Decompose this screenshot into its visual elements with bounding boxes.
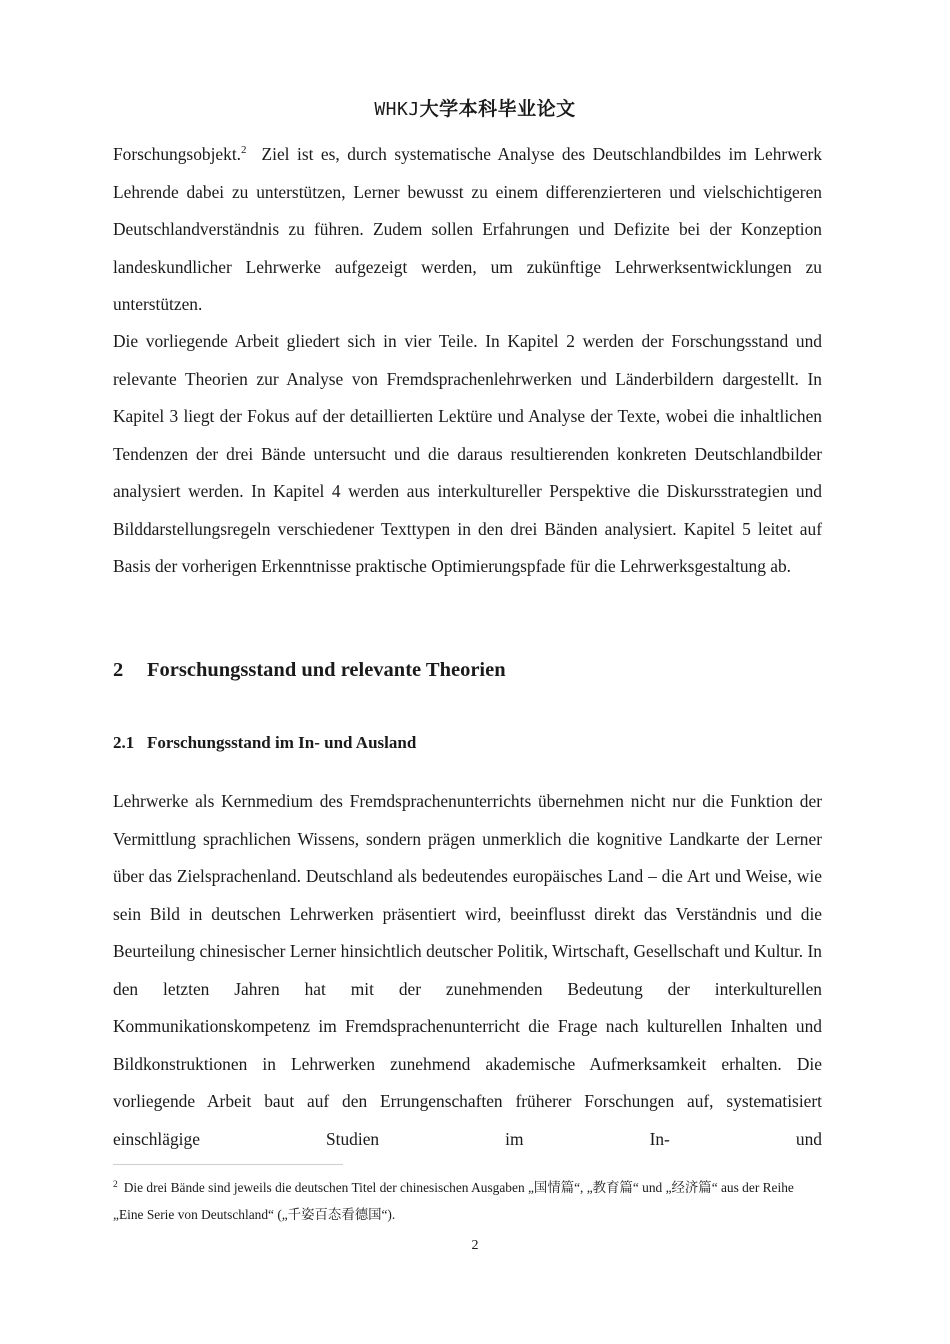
footnote <box>113 1174 822 1228</box>
section-number: 2.1 <box>113 733 135 752</box>
running-header <box>0 94 950 121</box>
chapter-number: 2 <box>113 659 124 681</box>
footnote-number: 2 <box>113 1179 118 1190</box>
section-title: Forschungsstand im In- und Ausland <box>147 733 417 752</box>
chapter-heading <box>113 659 822 682</box>
chapter-title: Forschungsstand und relevante Theorien <box>147 659 506 681</box>
header-institution-cjk: 大学本科毕业论文 <box>419 98 576 120</box>
header-institution-latin: WHKJ <box>374 99 420 120</box>
paragraph-1-lead: Forschungsobjekt. <box>113 144 242 164</box>
paragraph-1-block <box>113 136 822 324</box>
paragraph-2: Die vorliegende Arbeit gliedert sich in vier Teile. In Kapitel 2 werden der Forschungsstand und relevante Theorien zur Analyse von Fremdsprachenlehrwerken und Länderbildern dargestellt. In Kapitel 3 liegt der Fokus auf der detaillierten Lektüre und Analyse der Texte, wobei die inhaltlichen Tendenzen der drei Bände untersucht und die daraus resultierenden konkreten Deutschlandbilder analysiert werden. In Kapitel 4 werden aus interkultureller Perspektive die Diskursstrategien und Bilddarstellungsregeln verschiedener Texttypen in den drei Bänden analysiert. Kapitel 5 leitet auf Basis der vorherigen Erkenntnisse praktische Optimierungspfade für die Lehrwerksgestaltung ab. <box>113 331 822 576</box>
paragraph-1 <box>113 136 822 324</box>
page-number: 2 <box>471 1238 479 1253</box>
paragraph-3-block <box>113 783 822 1196</box>
footnote-reference[interactable]: 2 <box>241 144 247 157</box>
paragraph-3: Lehrwerke als Kernmedium des Fremdsprachenunterrichts übernehmen nicht nur die Funktion der Vermittlung sprachlichen Wissens, sondern prägen unmerklich die kognitive Landkarte der Lerner über das Zielsprachenland. Deutschland als bedeutendes europäisches Land – die Art und Weise, wie sein Bild in deutschen Lehrwerken präsentiert wird, beeinflusst direkt das Verständnis und die Beurteilung chinesischer Lerner hinsichtlich deutscher Politik, Wirtschaft, Gesellschaft und Kultur. In den letzten Jahren hat mit der zunehmenden Bedeutung der interkulturellen Kommunikationskompetenz im Fremdsprachenunterricht die Frage nach kulturellen Inhalten und Bildkonstruktionen in Lehrwerken zunehmend akademische Aufmerksamkeit erhalten. Die vorliegende Arbeit baut auf den Errungenschaften früherer Forschungen auf, systematisiert einschlägige Studien im In- und <box>113 791 822 1149</box>
paragraph-2-block <box>113 323 822 586</box>
section-heading <box>113 733 822 753</box>
footnote-separator <box>113 1164 343 1165</box>
footnote-text: Die drei Bände sind jeweils die deutschen Titel der chinesischen Ausgaben „国情篇“, „教育篇“ und „经济篇“ aus der Reihe „Eine Serie von Deutschland“ („千姿百态看德国“). <box>113 1180 794 1222</box>
paragraph-1-text: Ziel ist es, durch systematische Analyse des Deutschlandbildes im Lehrwerk Lehrende dabei zu unterstützen, Lerner bewusst zu einem differenzierteren und vielschichtigeren Deutschlandverständnis zu führen. Zudem sollen Erfahrungen und Defizite bei der Konzeption landeskundlicher Lehrwerke aufgezeigt werden, um zukünftige Lehrwerksentwicklungen zu unterstützen. <box>113 144 822 314</box>
